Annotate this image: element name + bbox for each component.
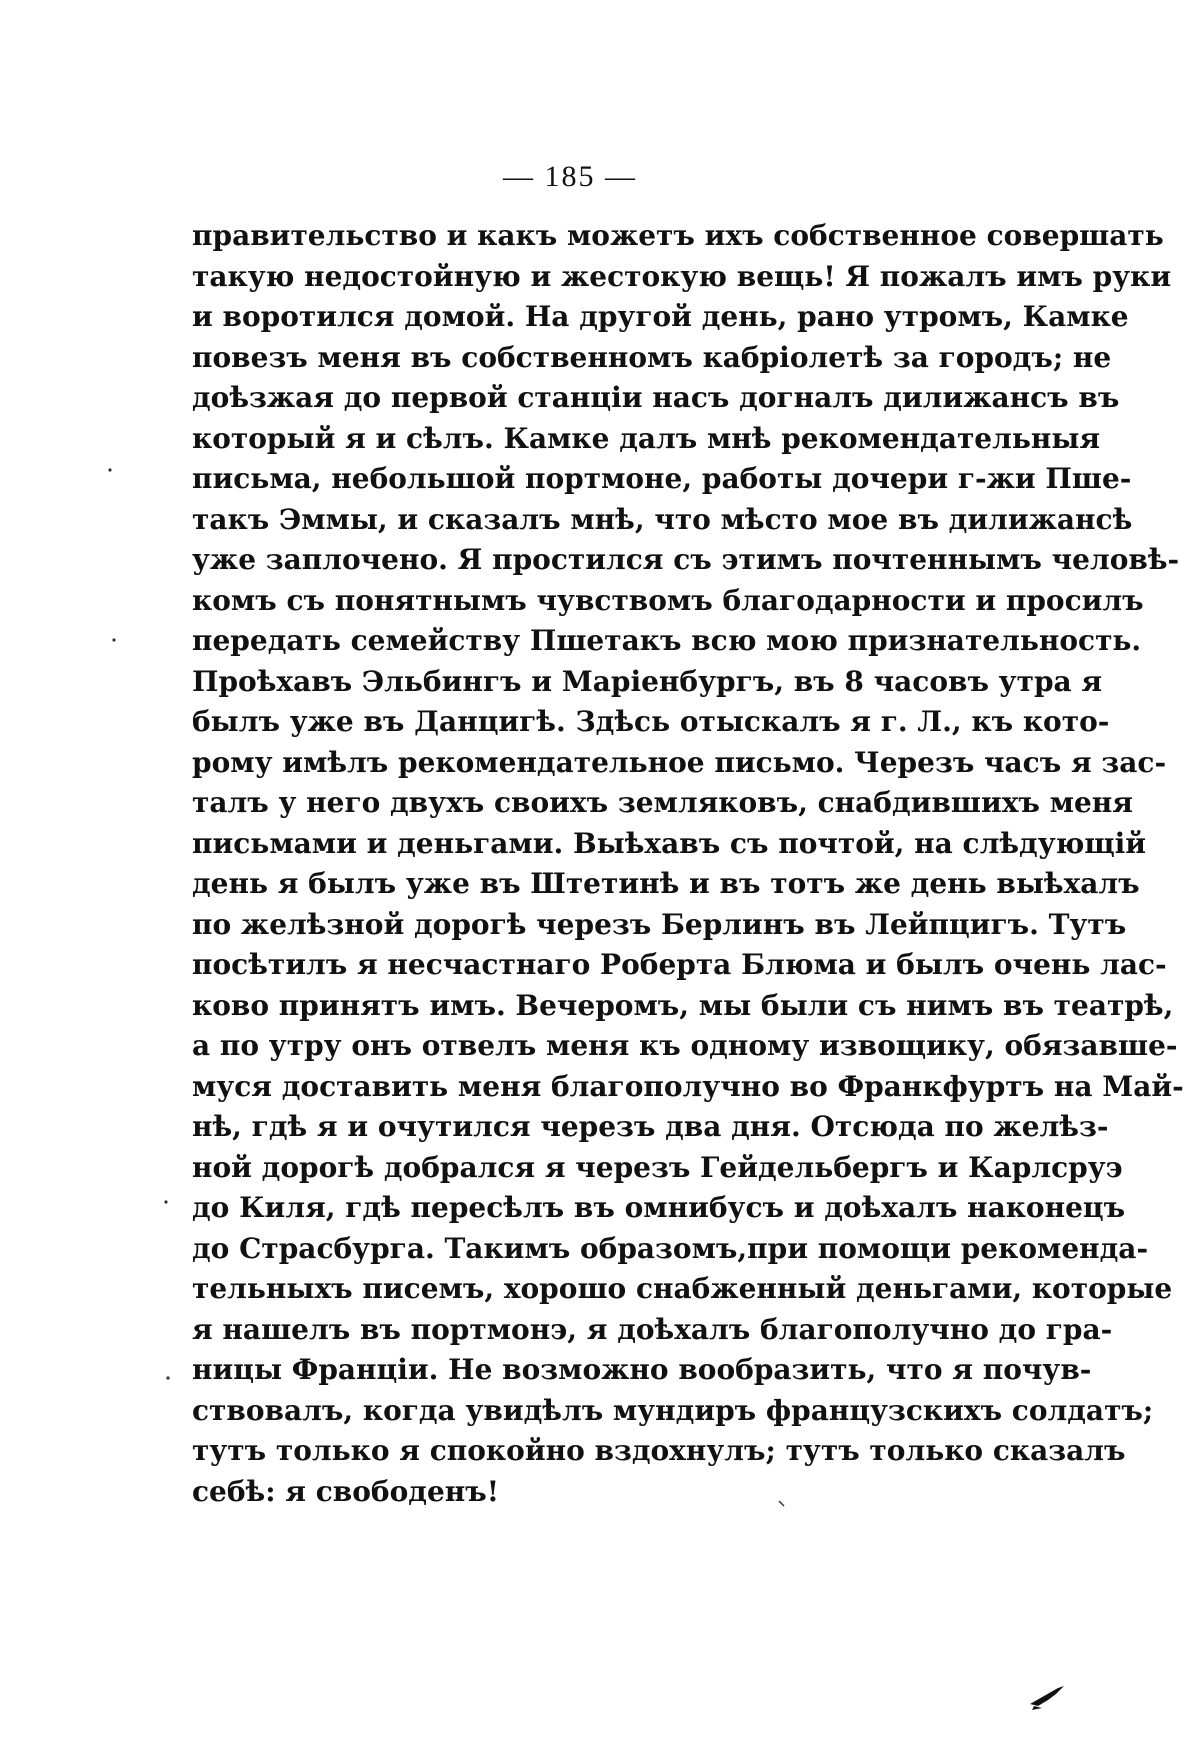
text-line: такую недостойную и жестокую вещь! Я пожалъ имъ руки [192, 259, 1172, 293]
margin-speck-mark [778, 1500, 788, 1510]
text-line: правительство и какъ можетъ ихъ собственное совершать [192, 219, 1164, 252]
text-line: до Киля, гдѣ пересѣлъ въ омнибусъ и доѣхалъ наконецъ [192, 1191, 1126, 1224]
text-line: тутъ только я спокойно вздохнулъ; тутъ только сказалъ [192, 1434, 1126, 1467]
margin-speck-mark [106, 466, 114, 474]
text-line: ково принятъ имъ. Вечеромъ, мы были съ нимъ въ театрѣ, [192, 988, 1174, 1022]
text-line: Проѣхавъ Эльбингъ и Маріенбургъ, въ 8 часовъ утра я [192, 664, 1103, 698]
text-line: тельныхъ писемъ, хорошо снабженный деньгами, которые [192, 1272, 1173, 1305]
text-line: рому имѣлъ рекомендательное письмо. Черезъ часъ я зас- [192, 745, 1167, 779]
text-line: а по утру онъ отвелъ меня къ одному извощику, обязавше- [192, 1029, 1178, 1062]
text-line: ствовалъ, когда увидѣлъ мундиръ французскихъ солдатъ; [192, 1393, 1154, 1427]
text-line: день я былъ уже въ Штетинѣ и въ тотъ же день выѣхалъ [192, 867, 1140, 900]
text-line: талъ у него двухъ своихъ земляковъ, снабдившихъ меня [192, 786, 1133, 819]
text-line: письмами и деньгами. Выѣхавъ съ почтой, на слѣдующій [192, 826, 1147, 860]
text-line: который я и сѣлъ. Камке далъ мнѣ рекомендательныя [192, 421, 1101, 455]
text-line: повезъ меня въ собственномъ кабріолетѣ за городъ; не [192, 340, 1112, 374]
text-line: посѣтилъ я несчастнаго Роберта Блюма и былъ очень лас- [192, 948, 1167, 981]
corner-smudge-mark [1028, 1682, 1068, 1712]
margin-speck-mark [164, 1374, 172, 1382]
body-text [192, 216, 1184, 1512]
text-line: комъ съ понятнымъ чувствомъ благодарности и просилъ [192, 583, 1144, 617]
text-line: уже заплочено. Я простился съ этимъ почтеннымъ человѣ- [192, 543, 1180, 576]
text-line: былъ уже въ Данцигѣ. Здѣсь отыскалъ я г. Л., къ кото- [192, 705, 1110, 738]
text-line: доѣзжая до первой станціи насъ догналъ дилижансъ въ [192, 381, 1120, 414]
text-line-last: себѣ: я свободенъ! [192, 1474, 500, 1508]
text-line: ницы Франціи. Не возможно вообразить, что я почув- [192, 1353, 1092, 1386]
margin-speck-mark [110, 636, 118, 644]
text-line: я нашелъ въ портмонэ, я доѣхалъ благополучно до гра- [192, 1312, 1113, 1346]
text-line: до Страсбурга. Такимъ образомъ,при помощи рекоменда- [192, 1231, 1149, 1265]
margin-speck-mark [162, 1198, 170, 1206]
text-line: письма, небольшой портмоне, работы дочери г-жи Пше- [192, 462, 1132, 495]
text-line: нѣ, гдѣ я и очутился черезъ два дня. Отсюда по желѣз- [192, 1110, 1109, 1143]
text-line: муся доставить меня благополучно во Франкфуртъ на Май- [192, 1069, 1184, 1103]
page-number: — 185 — [503, 160, 637, 193]
text-line: и воротился домой. На другой день, рано утромъ, Камке [192, 300, 1129, 333]
text-line: ной дорогѣ добрался я черезъ Гейдельбергъ и Карлсруэ [192, 1150, 1123, 1184]
text-line: такъ Эммы, и сказалъ мнѣ, что мѣсто мое въ дилижансѣ [192, 502, 1133, 536]
text-line: передать семейству Пшетакъ всю мою признательность. [192, 624, 1142, 657]
text-line: по желѣзной дорогѣ черезъ Берлинъ въ Лейпцигъ. Тутъ [192, 907, 1127, 941]
